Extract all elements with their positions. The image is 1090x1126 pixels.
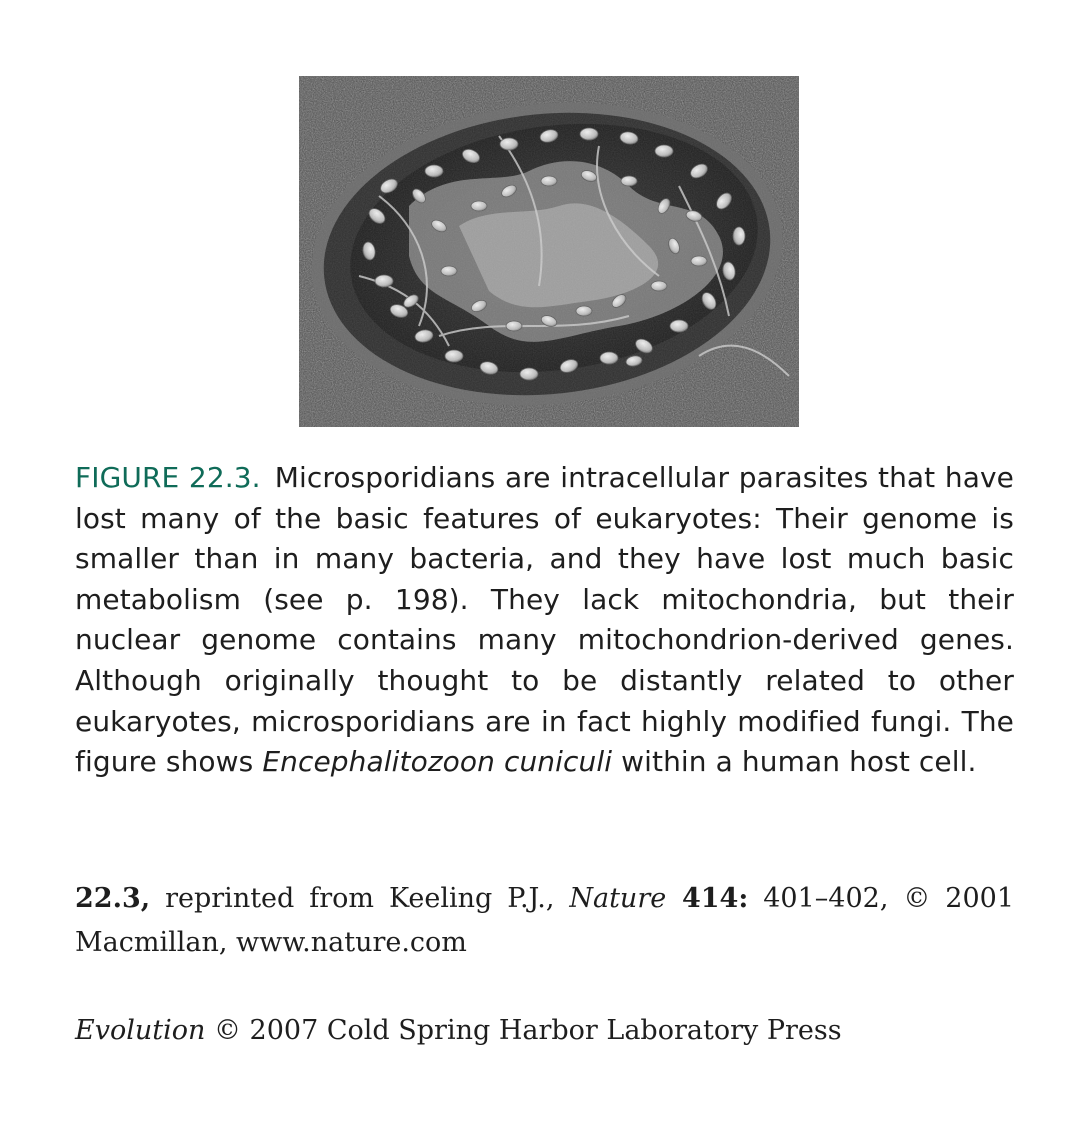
journal-volume: 414: xyxy=(666,883,749,914)
book-title: Evolution xyxy=(75,1015,206,1046)
credit-ref: 22.3, xyxy=(75,883,151,914)
caption-text: Microsporidians are intracellular parasites that have lost many of the basic features of eukaryotes: Their genome is smaller than in many bacteria, and they have lost much basic metabolism (see p. 198). They lack mitochondria, but their nuclear genome contains many mitochondrion-derived genes. Although originally thought to be distantly related to other eukaryotes, microsporidians are in fact highly modified fungi. The figure shows xyxy=(75,461,1014,779)
figure-label: FIGURE 22.3. xyxy=(75,461,261,494)
figure-caption xyxy=(75,458,1014,783)
book-copyright xyxy=(75,1009,1014,1053)
micrograph-image xyxy=(299,76,799,427)
credit-text-end: 401–402, © 2001 Macmillan, www.nature.com xyxy=(75,883,1014,958)
caption-text-end: within a human host cell. xyxy=(612,745,977,779)
journal-name: Nature xyxy=(569,883,667,914)
copyright-text: © 2007 Cold Spring Harbor Laboratory Press xyxy=(205,1015,842,1046)
species-name: Encephalitozoon cuniculi xyxy=(262,745,613,779)
credit-text: reprinted from Keeling P.J., xyxy=(150,883,570,914)
figure-credit xyxy=(75,877,1014,965)
